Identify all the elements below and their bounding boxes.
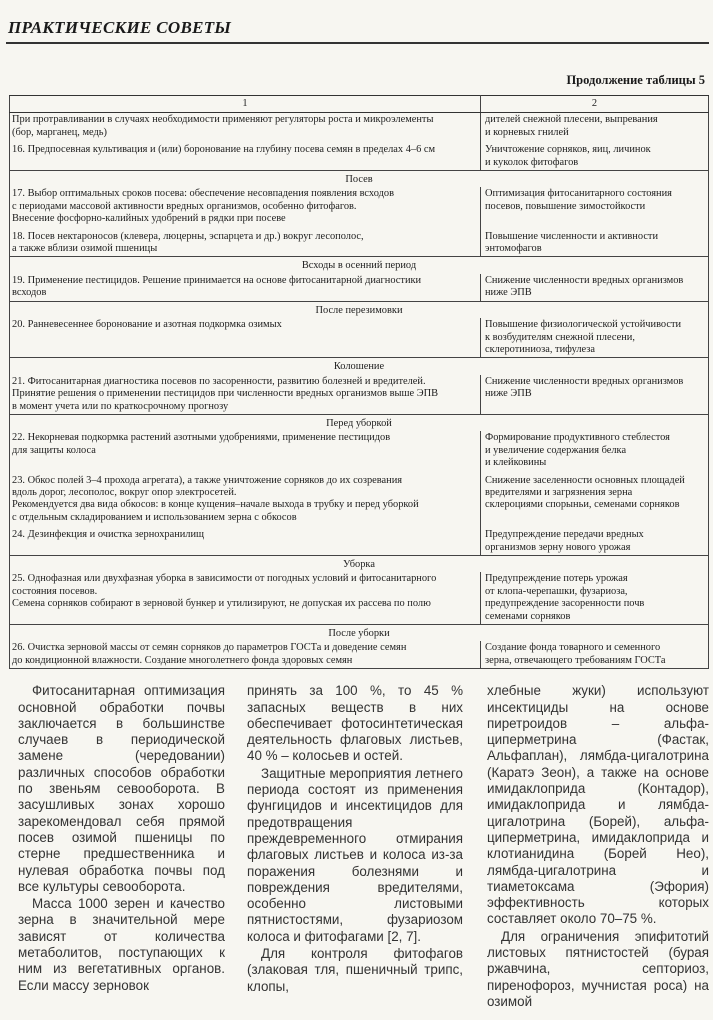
paragraph: хлебные жуки) используют инсектициды на основе пиретроидов – альфа-циперметрина (Фастак, Альфаплан), лямбда-цигалотрина (Каратэ Зеон), а также на основе имидаклоприда (Контадор), имидаклоприда и лямбда-цигалотрина (Борей), альфа-циперметрина, имидаклоприда и клотианидина (Борей Нео), лямбда-цигалотрина и тиаметоксама (Эфория) эффективность которых составляет около 70–75 %. <box>487 683 709 927</box>
measure-cell: 24. Дезинфекция и очистка зернохранилищ <box>10 525 481 555</box>
purpose-cell: Создание фонда товарного и семенного зерна, отвечающего требованиям ГОСТа <box>485 642 666 666</box>
measure-cell: 22. Некорневая подкормка растений азотными удобрениями, применение пестицидов для защиты колоса <box>10 431 481 470</box>
table-row <box>10 140 709 170</box>
purpose-cell: Снижение заселенности основных площадей вредителями и загрязнения зерна склероциями спорыньи, семенами сорняков <box>485 474 685 511</box>
table-row <box>10 318 709 358</box>
section-row <box>10 301 709 318</box>
text-column-2 <box>247 683 463 1010</box>
measure-cell: 25. Однофазная или двухфазная уборка в зависимости от погодных условий и фитосанитарного состояния посевов. Семена сорняков собирают в зерновой бункер и утилизируют, не допуская их рассева по полю <box>10 572 481 624</box>
purpose-cell: Оптимизация фитосанитарного состояния посевов, повышение зимостойкости <box>485 188 672 212</box>
table-row <box>10 274 709 301</box>
table-row <box>10 113 709 140</box>
measure-cell: 26. Очистка зерновой массы от семян сорняков до параметров ГОСТа и доведение семян до кондиционной влажности. Создание многолетнего фонда здоровых семян <box>10 641 481 668</box>
purpose-cell: Предупреждение передачи вредных организмов зерну нового урожая <box>485 529 644 553</box>
section-title: После перезимовки <box>10 301 709 318</box>
section-title: Всходы в осенний период <box>10 257 709 274</box>
paragraph: принять за 100 %, то 45 % запасных веществ в них обеспечивает фотосинтетическая деятельность флаговых листьев, 40 % – колосьев и остей. <box>247 683 463 764</box>
measure-cell: 23. Обкос полей 3–4 прохода агрегата), а также уничтожение сорняков до их созревания вдоль дорог, лесополос, вокруг опор электросетей. Рекомендуется два вида обкосов: в конце кущения–начале выхода в трубку и перед уборкой с отдельным складированием и использованием зерна с обкосов <box>10 471 481 526</box>
table-caption: Продолжение таблицы 5 <box>566 73 705 87</box>
paragraph: Для ограничения эпифитотий листовых пятнистостей (бурая ржавчина, септориоз, пиренофороз, мучнистая роса) на озимой <box>487 928 709 1009</box>
table-row <box>10 227 709 257</box>
section-title: Уборка <box>10 556 709 573</box>
text-column-3 <box>487 683 709 1010</box>
section-title: Перед уборкой <box>10 414 709 431</box>
purpose-cell: Снижение численности вредных организмов ниже ЭПВ <box>485 375 684 400</box>
table-row <box>10 431 709 470</box>
running-title: ПРАКТИЧЕСКИЕ СОВЕТЫ <box>8 18 232 37</box>
table-row <box>10 471 709 526</box>
table-row <box>10 572 709 624</box>
section-row <box>10 257 709 274</box>
paragraph: Защитные мероприятия летнего периода состоят из применения фунгицидов и инсектицидов для предотвращения преждевременного отмирания флаговых листьев и колоса из-за поражения болезнями и повреждения вредителями, особенно листовыми пятнистостями, фузариозом колоса и фитофагами [2, 7]. <box>247 765 463 944</box>
measure-cell: 20. Ранневесеннее боронование и азотная подкормка озимых <box>10 318 481 358</box>
purpose-cell: дителей снежной плесени, выпревания и корневых гнилей <box>485 114 658 138</box>
section-title: Колошение <box>10 358 709 375</box>
measure-cell: 17. Выбор оптимальных сроков посева: обеспечение несовпадения появления всходов с периодами массовой активности вредных организмов, особенно фитофагов. Внесение фосфорно-калийных удобрений в рядки при посеве <box>10 187 481 226</box>
table-row <box>10 375 709 415</box>
body-text <box>0 683 713 1010</box>
column-header: 1 <box>10 96 481 113</box>
column-header: 2 <box>481 96 709 113</box>
purpose-cell: Предупреждение потерь урожая от клопа-черепашки, фузариоза, предупреждение засоренности почв семенами сорняков <box>485 573 645 622</box>
table-row <box>10 525 709 555</box>
measure-cell: При протравливании в случаях необходимости применяют регуляторы роста и микроэлементы (бор, марганец, медь) <box>10 113 481 140</box>
measure-cell: 18. Посев нектароносов (клевера, люцерны, эспарцета и др.) вокруг лесополос, а также вблизи озимой пшеницы <box>10 227 481 257</box>
purpose-cell: Уничтожение сорняков, яиц, личинок и куколок фитофагов <box>485 144 651 168</box>
text-column-1 <box>18 683 225 1010</box>
column-header-row <box>10 96 709 113</box>
purpose-cell: Снижение численности вредных организмов ниже ЭПВ <box>485 274 684 299</box>
purpose-cell: Формирование продуктивного стеблестоя и увеличение содержания белка и клейковины <box>485 432 670 469</box>
section-row <box>10 625 709 642</box>
measure-cell: 19. Применение пестицидов. Решение принимается на основе фитосанитарной диагностики всходов <box>10 274 481 301</box>
paragraph: Для контроля фитофагов (злаковая тля, пшеничный трипс, клопы, <box>247 946 463 994</box>
measures-table <box>9 95 709 669</box>
table-row <box>10 641 709 668</box>
section-title: Посев <box>10 171 709 188</box>
paragraph: Масса 1000 зерен и качество зерна в значительной мере зависят от количества метаболитов, поступающих к ним из вегетативных органов. Если массу зерновок <box>18 896 225 993</box>
paragraph: Фитосанитарная оптимизация основной обработки почвы заключается в большинстве случаев в периодической замене (чередовании) различных способов обработки по звеньям севооборота. В засушливых зонах хорошо зарекомендовал себя прямой посев озимой пшеницы по стерне предшественника и нулевая обработка почвы под все культуры севооборота. <box>18 683 225 894</box>
measure-cell: 16. Предпосевная культивация и (или) боронование на глубину посева семян в пределах 4–6 см <box>10 140 481 170</box>
table-row <box>10 187 709 226</box>
section-row <box>10 414 709 431</box>
purpose-cell: Повышение численности и активности энтомофагов <box>485 230 659 255</box>
measure-cell: 21. Фитосанитарная диагностика посевов по засоренности, развитию болезней и вредителей. Принятие решения о применении пестицидов при численности вредных организмов выше ЭПВ в момент учета или по краткосрочному прогнозу <box>10 375 481 415</box>
section-row <box>10 556 709 573</box>
section-title: После уборки <box>10 625 709 642</box>
purpose-cell: Повышение физиологической устойчивости к возбудителям снежной плесени, склеротиниоза, тифулеза <box>485 319 682 355</box>
section-row <box>10 171 709 188</box>
section-row <box>10 358 709 375</box>
